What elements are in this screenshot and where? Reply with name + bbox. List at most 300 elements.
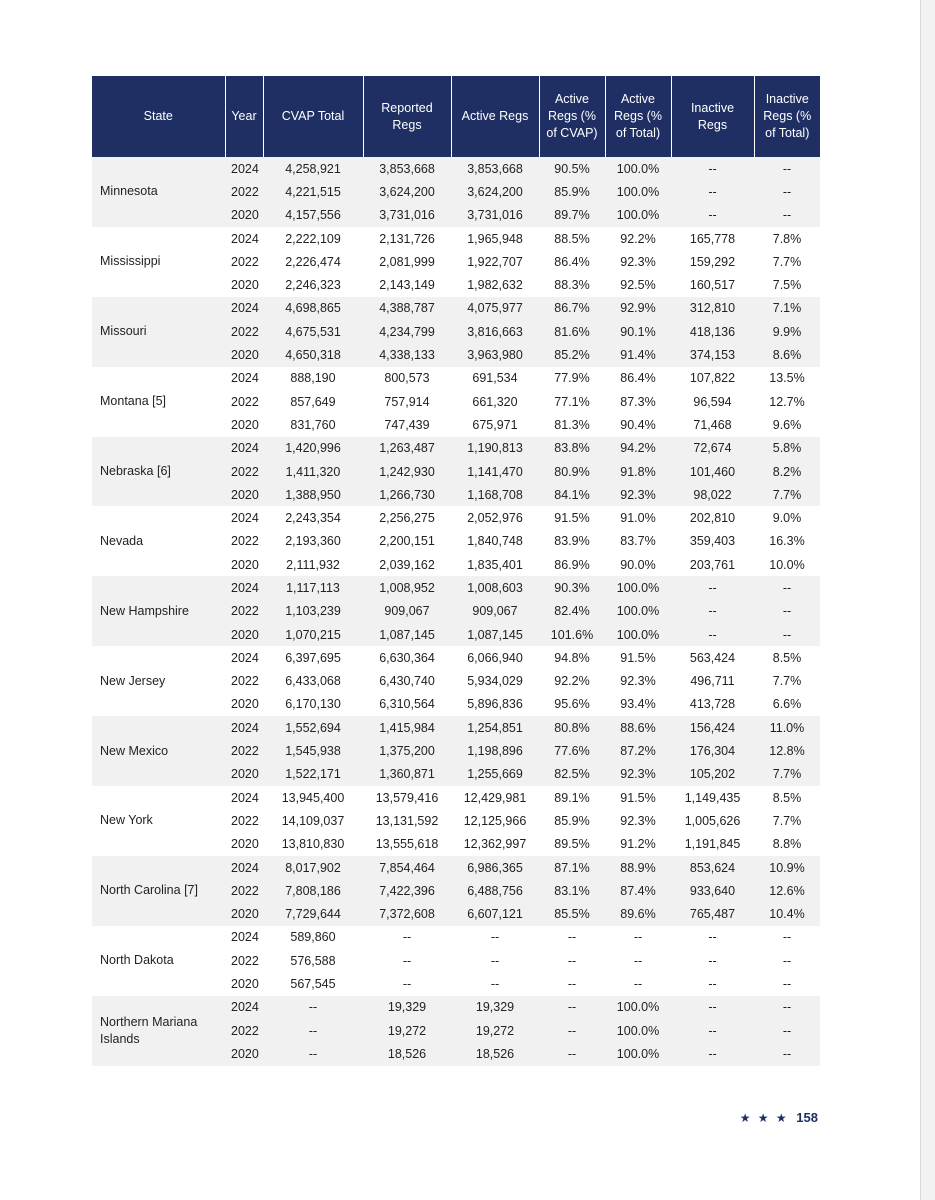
- reported-regs-cell: 13,579,416: [363, 786, 451, 809]
- active-pct-cvap-cell: 87.1%: [539, 856, 605, 879]
- inactive-pct-total-cell: 12.6%: [754, 879, 820, 902]
- active-pct-cvap-cell: 80.9%: [539, 460, 605, 483]
- active-pct-cvap-cell: --: [539, 1042, 605, 1065]
- cvap-total-cell: 1,411,320: [263, 460, 363, 483]
- active-regs-cell: 12,125,966: [451, 809, 539, 832]
- active-pct-cvap-cell: 95.6%: [539, 693, 605, 716]
- reported-regs-cell: 6,630,364: [363, 646, 451, 669]
- active-pct-total-cell: 100.0%: [605, 996, 671, 1019]
- inactive-pct-total-cell: --: [754, 996, 820, 1019]
- reported-regs-cell: 3,853,668: [363, 157, 451, 180]
- active-regs-cell: 5,934,029: [451, 670, 539, 693]
- inactive-pct-total-cell: 9.9%: [754, 320, 820, 343]
- reported-regs-cell: 19,272: [363, 1019, 451, 1042]
- active-regs-cell: 1,982,632: [451, 273, 539, 296]
- active-pct-total-cell: 100.0%: [605, 623, 671, 646]
- table-row: [92, 157, 820, 180]
- reported-regs-cell: 2,143,149: [363, 273, 451, 296]
- state-name-cell: North Dakota: [92, 926, 225, 996]
- active-regs-cell: 19,329: [451, 996, 539, 1019]
- active-pct-cvap-cell: 88.5%: [539, 227, 605, 250]
- reported-regs-cell: 4,338,133: [363, 343, 451, 366]
- active-pct-total-cell: 94.2%: [605, 437, 671, 460]
- reported-regs-cell: 6,310,564: [363, 693, 451, 716]
- year-cell: 2020: [225, 833, 263, 856]
- inactive-regs-cell: 105,202: [671, 763, 754, 786]
- active-regs-cell: 12,429,981: [451, 786, 539, 809]
- cvap-total-cell: 2,246,323: [263, 273, 363, 296]
- active-pct-total-cell: 87.3%: [605, 390, 671, 413]
- reported-regs-cell: 1,087,145: [363, 623, 451, 646]
- active-pct-total-cell: --: [605, 949, 671, 972]
- reported-regs-cell: 1,263,487: [363, 437, 451, 460]
- active-pct-total-cell: 92.3%: [605, 250, 671, 273]
- active-pct-cvap-cell: 82.4%: [539, 600, 605, 623]
- cvap-total-cell: 6,170,130: [263, 693, 363, 716]
- inactive-pct-total-cell: 8.5%: [754, 646, 820, 669]
- cvap-total-cell: 589,860: [263, 926, 363, 949]
- reported-regs-cell: 1,266,730: [363, 483, 451, 506]
- reported-regs-cell: 2,131,726: [363, 227, 451, 250]
- year-cell: 2022: [225, 879, 263, 902]
- inactive-pct-total-cell: --: [754, 1019, 820, 1042]
- state-name-cell: Northern Mariana Islands: [92, 996, 225, 1066]
- active-pct-cvap-cell: 81.3%: [539, 413, 605, 436]
- year-cell: 2020: [225, 483, 263, 506]
- active-regs-cell: 1,198,896: [451, 739, 539, 762]
- cvap-total-cell: 4,698,865: [263, 297, 363, 320]
- active-regs-cell: --: [451, 949, 539, 972]
- inactive-regs-cell: 202,810: [671, 506, 754, 529]
- table-row: [92, 367, 820, 390]
- year-cell: 2022: [225, 670, 263, 693]
- active-pct-cvap-cell: 88.3%: [539, 273, 605, 296]
- cvap-total-cell: 4,221,515: [263, 180, 363, 203]
- active-pct-cvap-cell: 85.9%: [539, 180, 605, 203]
- reported-regs-cell: 13,555,618: [363, 833, 451, 856]
- active-pct-cvap-cell: 90.5%: [539, 157, 605, 180]
- active-pct-cvap-cell: 83.1%: [539, 879, 605, 902]
- year-cell: 2022: [225, 809, 263, 832]
- reported-regs-cell: 3,624,200: [363, 180, 451, 203]
- active-regs-cell: 6,488,756: [451, 879, 539, 902]
- inactive-regs-cell: 71,468: [671, 413, 754, 436]
- reported-regs-cell: 1,360,871: [363, 763, 451, 786]
- active-pct-total-cell: 83.7%: [605, 530, 671, 553]
- inactive-regs-cell: --: [671, 1019, 754, 1042]
- year-cell: 2020: [225, 204, 263, 227]
- inactive-regs-cell: --: [671, 157, 754, 180]
- active-pct-cvap-cell: 92.2%: [539, 670, 605, 693]
- year-cell: 2022: [225, 180, 263, 203]
- reported-regs-cell: 1,008,952: [363, 576, 451, 599]
- inactive-pct-total-cell: 11.0%: [754, 716, 820, 739]
- active-pct-total-cell: 90.4%: [605, 413, 671, 436]
- table-row: [92, 996, 820, 1019]
- inactive-pct-total-cell: --: [754, 1042, 820, 1065]
- reported-regs-cell: --: [363, 949, 451, 972]
- active-pct-total-cell: 100.0%: [605, 157, 671, 180]
- inactive-pct-total-cell: 9.0%: [754, 506, 820, 529]
- table-row: [92, 576, 820, 599]
- active-regs-cell: 6,607,121: [451, 903, 539, 926]
- cvap-total-cell: 4,258,921: [263, 157, 363, 180]
- inactive-regs-cell: 72,674: [671, 437, 754, 460]
- inactive-pct-total-cell: 8.2%: [754, 460, 820, 483]
- active-pct-total-cell: 91.5%: [605, 786, 671, 809]
- cvap-total-cell: 4,157,556: [263, 204, 363, 227]
- cvap-total-cell: 7,729,644: [263, 903, 363, 926]
- reported-regs-cell: 800,573: [363, 367, 451, 390]
- active-pct-total-cell: --: [605, 926, 671, 949]
- cvap-total-cell: 1,420,996: [263, 437, 363, 460]
- cvap-total-cell: 4,675,531: [263, 320, 363, 343]
- year-cell: 2022: [225, 1019, 263, 1042]
- reported-regs-cell: 7,422,396: [363, 879, 451, 902]
- cvap-total-cell: 1,552,694: [263, 716, 363, 739]
- table-row: [92, 786, 820, 809]
- inactive-regs-cell: 1,005,626: [671, 809, 754, 832]
- cvap-total-cell: 831,760: [263, 413, 363, 436]
- active-regs-cell: 661,320: [451, 390, 539, 413]
- reported-regs-cell: 7,854,464: [363, 856, 451, 879]
- reported-regs-cell: 13,131,592: [363, 809, 451, 832]
- active-pct-total-cell: 91.4%: [605, 343, 671, 366]
- inactive-pct-total-cell: 13.5%: [754, 367, 820, 390]
- active-regs-cell: 1,087,145: [451, 623, 539, 646]
- cvap-total-cell: 576,588: [263, 949, 363, 972]
- active-pct-total-cell: 88.9%: [605, 856, 671, 879]
- active-pct-total-cell: 92.9%: [605, 297, 671, 320]
- active-pct-cvap-cell: 86.7%: [539, 297, 605, 320]
- year-cell: 2020: [225, 1042, 263, 1065]
- inactive-pct-total-cell: 9.6%: [754, 413, 820, 436]
- year-cell: 2024: [225, 856, 263, 879]
- active-pct-cvap-cell: 77.9%: [539, 367, 605, 390]
- state-name-cell: North Carolina [7]: [92, 856, 225, 926]
- inactive-regs-cell: 563,424: [671, 646, 754, 669]
- active-pct-cvap-cell: 83.8%: [539, 437, 605, 460]
- year-cell: 2020: [225, 273, 263, 296]
- active-pct-cvap-cell: 82.5%: [539, 763, 605, 786]
- active-regs-cell: --: [451, 926, 539, 949]
- active-pct-cvap-cell: --: [539, 926, 605, 949]
- inactive-pct-total-cell: 10.9%: [754, 856, 820, 879]
- state-name-cell: New Hampshire: [92, 576, 225, 646]
- active-regs-cell: 3,853,668: [451, 157, 539, 180]
- active-pct-total-cell: 92.5%: [605, 273, 671, 296]
- year-cell: 2022: [225, 949, 263, 972]
- active-regs-cell: 1,168,708: [451, 483, 539, 506]
- year-cell: 2022: [225, 390, 263, 413]
- active-pct-cvap-cell: 83.9%: [539, 530, 605, 553]
- year-cell: 2022: [225, 250, 263, 273]
- cvap-total-cell: 1,117,113: [263, 576, 363, 599]
- cvap-total-cell: 8,017,902: [263, 856, 363, 879]
- active-regs-cell: 1,840,748: [451, 530, 539, 553]
- year-cell: 2022: [225, 530, 263, 553]
- reported-regs-cell: 3,731,016: [363, 204, 451, 227]
- active-pct-total-cell: 90.1%: [605, 320, 671, 343]
- inactive-pct-total-cell: --: [754, 204, 820, 227]
- inactive-regs-cell: --: [671, 600, 754, 623]
- reported-regs-cell: 2,081,999: [363, 250, 451, 273]
- inactive-regs-cell: 933,640: [671, 879, 754, 902]
- table-row: [92, 506, 820, 529]
- year-cell: 2024: [225, 996, 263, 1019]
- cvap-total-cell: 2,222,109: [263, 227, 363, 250]
- cvap-total-cell: 7,808,186: [263, 879, 363, 902]
- inactive-pct-total-cell: 7.7%: [754, 483, 820, 506]
- active-pct-cvap-cell: 77.1%: [539, 390, 605, 413]
- state-name-cell: Nevada: [92, 506, 225, 576]
- header-active-pct-total: Active Regs (% of Total): [605, 76, 671, 157]
- cvap-total-cell: 6,433,068: [263, 670, 363, 693]
- active-regs-cell: 3,624,200: [451, 180, 539, 203]
- inactive-regs-cell: 156,424: [671, 716, 754, 739]
- state-name-cell: Mississippi: [92, 227, 225, 297]
- cvap-total-cell: 888,190: [263, 367, 363, 390]
- year-cell: 2020: [225, 693, 263, 716]
- active-pct-cvap-cell: 86.9%: [539, 553, 605, 576]
- cvap-total-cell: 2,193,360: [263, 530, 363, 553]
- active-pct-cvap-cell: --: [539, 1019, 605, 1042]
- active-pct-cvap-cell: --: [539, 972, 605, 995]
- inactive-regs-cell: 160,517: [671, 273, 754, 296]
- year-cell: 2024: [225, 297, 263, 320]
- inactive-regs-cell: 1,149,435: [671, 786, 754, 809]
- active-pct-cvap-cell: 85.2%: [539, 343, 605, 366]
- header-cvap-total: CVAP Total: [263, 76, 363, 157]
- inactive-pct-total-cell: --: [754, 623, 820, 646]
- header-inactive-regs: Inactive Regs: [671, 76, 754, 157]
- active-pct-total-cell: 91.2%: [605, 833, 671, 856]
- inactive-pct-total-cell: 7.5%: [754, 273, 820, 296]
- active-pct-total-cell: 100.0%: [605, 600, 671, 623]
- inactive-pct-total-cell: 12.7%: [754, 390, 820, 413]
- inactive-pct-total-cell: --: [754, 600, 820, 623]
- active-pct-total-cell: 100.0%: [605, 1019, 671, 1042]
- inactive-pct-total-cell: 7.8%: [754, 227, 820, 250]
- state-name-cell: Minnesota: [92, 157, 225, 227]
- cvap-total-cell: 2,243,354: [263, 506, 363, 529]
- inactive-pct-total-cell: 5.8%: [754, 437, 820, 460]
- active-pct-cvap-cell: --: [539, 949, 605, 972]
- table-row: [92, 437, 820, 460]
- inactive-regs-cell: --: [671, 996, 754, 1019]
- inactive-regs-cell: --: [671, 204, 754, 227]
- reported-regs-cell: 2,256,275: [363, 506, 451, 529]
- reported-regs-cell: 4,388,787: [363, 297, 451, 320]
- active-pct-cvap-cell: 84.1%: [539, 483, 605, 506]
- reported-regs-cell: 757,914: [363, 390, 451, 413]
- reported-regs-cell: --: [363, 926, 451, 949]
- cvap-total-cell: 13,810,830: [263, 833, 363, 856]
- cvap-total-cell: 1,070,215: [263, 623, 363, 646]
- cvap-total-cell: 1,388,950: [263, 483, 363, 506]
- inactive-pct-total-cell: --: [754, 972, 820, 995]
- active-pct-cvap-cell: 81.6%: [539, 320, 605, 343]
- reported-regs-cell: 19,329: [363, 996, 451, 1019]
- active-pct-cvap-cell: 89.5%: [539, 833, 605, 856]
- active-regs-cell: 691,534: [451, 367, 539, 390]
- active-regs-cell: 1,835,401: [451, 553, 539, 576]
- inactive-regs-cell: 853,624: [671, 856, 754, 879]
- active-pct-total-cell: 92.3%: [605, 763, 671, 786]
- page-edge: [920, 0, 935, 1200]
- reported-regs-cell: 1,375,200: [363, 739, 451, 762]
- year-cell: 2024: [225, 786, 263, 809]
- inactive-pct-total-cell: 7.1%: [754, 297, 820, 320]
- inactive-pct-total-cell: 7.7%: [754, 763, 820, 786]
- inactive-pct-total-cell: --: [754, 949, 820, 972]
- inactive-regs-cell: 418,136: [671, 320, 754, 343]
- year-cell: 2024: [225, 506, 263, 529]
- reported-regs-cell: 4,234,799: [363, 320, 451, 343]
- table-row: [92, 716, 820, 739]
- active-regs-cell: 909,067: [451, 600, 539, 623]
- state-name-cell: New York: [92, 786, 225, 856]
- table-row: [92, 646, 820, 669]
- reported-regs-cell: 2,200,151: [363, 530, 451, 553]
- cvap-total-cell: 1,103,239: [263, 600, 363, 623]
- header-inactive-pct-total: Inactive Regs (% of Total): [754, 76, 820, 157]
- active-regs-cell: 4,075,977: [451, 297, 539, 320]
- inactive-regs-cell: --: [671, 623, 754, 646]
- reported-regs-cell: 2,039,162: [363, 553, 451, 576]
- inactive-regs-cell: --: [671, 180, 754, 203]
- active-pct-total-cell: 100.0%: [605, 576, 671, 599]
- inactive-pct-total-cell: --: [754, 926, 820, 949]
- year-cell: 2020: [225, 343, 263, 366]
- active-pct-cvap-cell: 89.7%: [539, 204, 605, 227]
- registration-table-container: [92, 76, 820, 1066]
- reported-regs-cell: --: [363, 972, 451, 995]
- year-cell: 2024: [225, 227, 263, 250]
- inactive-regs-cell: 203,761: [671, 553, 754, 576]
- cvap-total-cell: 13,945,400: [263, 786, 363, 809]
- star-icons: ★ ★ ★: [739, 1111, 789, 1125]
- year-cell: 2024: [225, 646, 263, 669]
- inactive-regs-cell: 496,711: [671, 670, 754, 693]
- year-cell: 2020: [225, 623, 263, 646]
- active-pct-cvap-cell: 91.5%: [539, 506, 605, 529]
- active-regs-cell: 1,965,948: [451, 227, 539, 250]
- header-active-regs: Active Regs: [451, 76, 539, 157]
- active-pct-cvap-cell: 90.3%: [539, 576, 605, 599]
- reported-regs-cell: 18,526: [363, 1042, 451, 1065]
- active-regs-cell: 1,255,669: [451, 763, 539, 786]
- active-pct-cvap-cell: 101.6%: [539, 623, 605, 646]
- active-pct-cvap-cell: --: [539, 996, 605, 1019]
- active-regs-cell: 12,362,997: [451, 833, 539, 856]
- active-pct-total-cell: 87.2%: [605, 739, 671, 762]
- cvap-total-cell: 6,397,695: [263, 646, 363, 669]
- active-pct-total-cell: --: [605, 972, 671, 995]
- active-pct-total-cell: 89.6%: [605, 903, 671, 926]
- year-cell: 2022: [225, 320, 263, 343]
- year-cell: 2020: [225, 903, 263, 926]
- year-cell: 2022: [225, 460, 263, 483]
- year-cell: 2020: [225, 763, 263, 786]
- header-reported-regs: Reported Regs: [363, 76, 451, 157]
- year-cell: 2020: [225, 553, 263, 576]
- reported-regs-cell: 1,242,930: [363, 460, 451, 483]
- reported-regs-cell: 909,067: [363, 600, 451, 623]
- page-number: 158: [796, 1110, 818, 1125]
- state-name-cell: New Mexico: [92, 716, 225, 786]
- header-state: State: [92, 76, 225, 157]
- active-pct-total-cell: 91.5%: [605, 646, 671, 669]
- inactive-pct-total-cell: --: [754, 180, 820, 203]
- year-cell: 2024: [225, 576, 263, 599]
- inactive-pct-total-cell: 16.3%: [754, 530, 820, 553]
- state-name-cell: Nebraska [6]: [92, 437, 225, 507]
- active-regs-cell: 5,896,836: [451, 693, 539, 716]
- active-pct-total-cell: 93.4%: [605, 693, 671, 716]
- header-active-pct-cvap: Active Regs (% of CVAP): [539, 76, 605, 157]
- inactive-regs-cell: 374,153: [671, 343, 754, 366]
- active-pct-total-cell: 86.4%: [605, 367, 671, 390]
- active-pct-cvap-cell: 89.1%: [539, 786, 605, 809]
- inactive-regs-cell: 312,810: [671, 297, 754, 320]
- inactive-pct-total-cell: 8.6%: [754, 343, 820, 366]
- active-regs-cell: 1,254,851: [451, 716, 539, 739]
- inactive-regs-cell: 359,403: [671, 530, 754, 553]
- table-row: [92, 297, 820, 320]
- inactive-pct-total-cell: 6.6%: [754, 693, 820, 716]
- active-regs-cell: 6,986,365: [451, 856, 539, 879]
- inactive-regs-cell: 101,460: [671, 460, 754, 483]
- cvap-total-cell: 14,109,037: [263, 809, 363, 832]
- cvap-total-cell: 567,545: [263, 972, 363, 995]
- active-pct-total-cell: 91.8%: [605, 460, 671, 483]
- reported-regs-cell: 6,430,740: [363, 670, 451, 693]
- state-name-cell: Montana [5]: [92, 367, 225, 437]
- inactive-pct-total-cell: --: [754, 157, 820, 180]
- active-pct-cvap-cell: 77.6%: [539, 739, 605, 762]
- active-pct-total-cell: 100.0%: [605, 204, 671, 227]
- active-regs-cell: 3,963,980: [451, 343, 539, 366]
- year-cell: 2024: [225, 157, 263, 180]
- active-pct-cvap-cell: 94.8%: [539, 646, 605, 669]
- year-cell: 2020: [225, 972, 263, 995]
- active-pct-total-cell: 92.3%: [605, 809, 671, 832]
- table-row: [92, 856, 820, 879]
- inactive-regs-cell: 107,822: [671, 367, 754, 390]
- active-pct-cvap-cell: 85.9%: [539, 809, 605, 832]
- table-row: [92, 227, 820, 250]
- cvap-total-cell: 4,650,318: [263, 343, 363, 366]
- state-name-cell: New Jersey: [92, 646, 225, 716]
- active-pct-total-cell: 87.4%: [605, 879, 671, 902]
- inactive-regs-cell: 159,292: [671, 250, 754, 273]
- active-pct-cvap-cell: 80.8%: [539, 716, 605, 739]
- active-regs-cell: 3,816,663: [451, 320, 539, 343]
- inactive-pct-total-cell: --: [754, 576, 820, 599]
- inactive-regs-cell: 98,022: [671, 483, 754, 506]
- table-header-row: [92, 76, 820, 157]
- year-cell: 2024: [225, 716, 263, 739]
- cvap-total-cell: 1,522,171: [263, 763, 363, 786]
- active-regs-cell: 3,731,016: [451, 204, 539, 227]
- active-regs-cell: 1,008,603: [451, 576, 539, 599]
- active-regs-cell: 675,971: [451, 413, 539, 436]
- active-regs-cell: 2,052,976: [451, 506, 539, 529]
- inactive-pct-total-cell: 12.8%: [754, 739, 820, 762]
- table-row: [92, 926, 820, 949]
- page-footer: [740, 1110, 818, 1125]
